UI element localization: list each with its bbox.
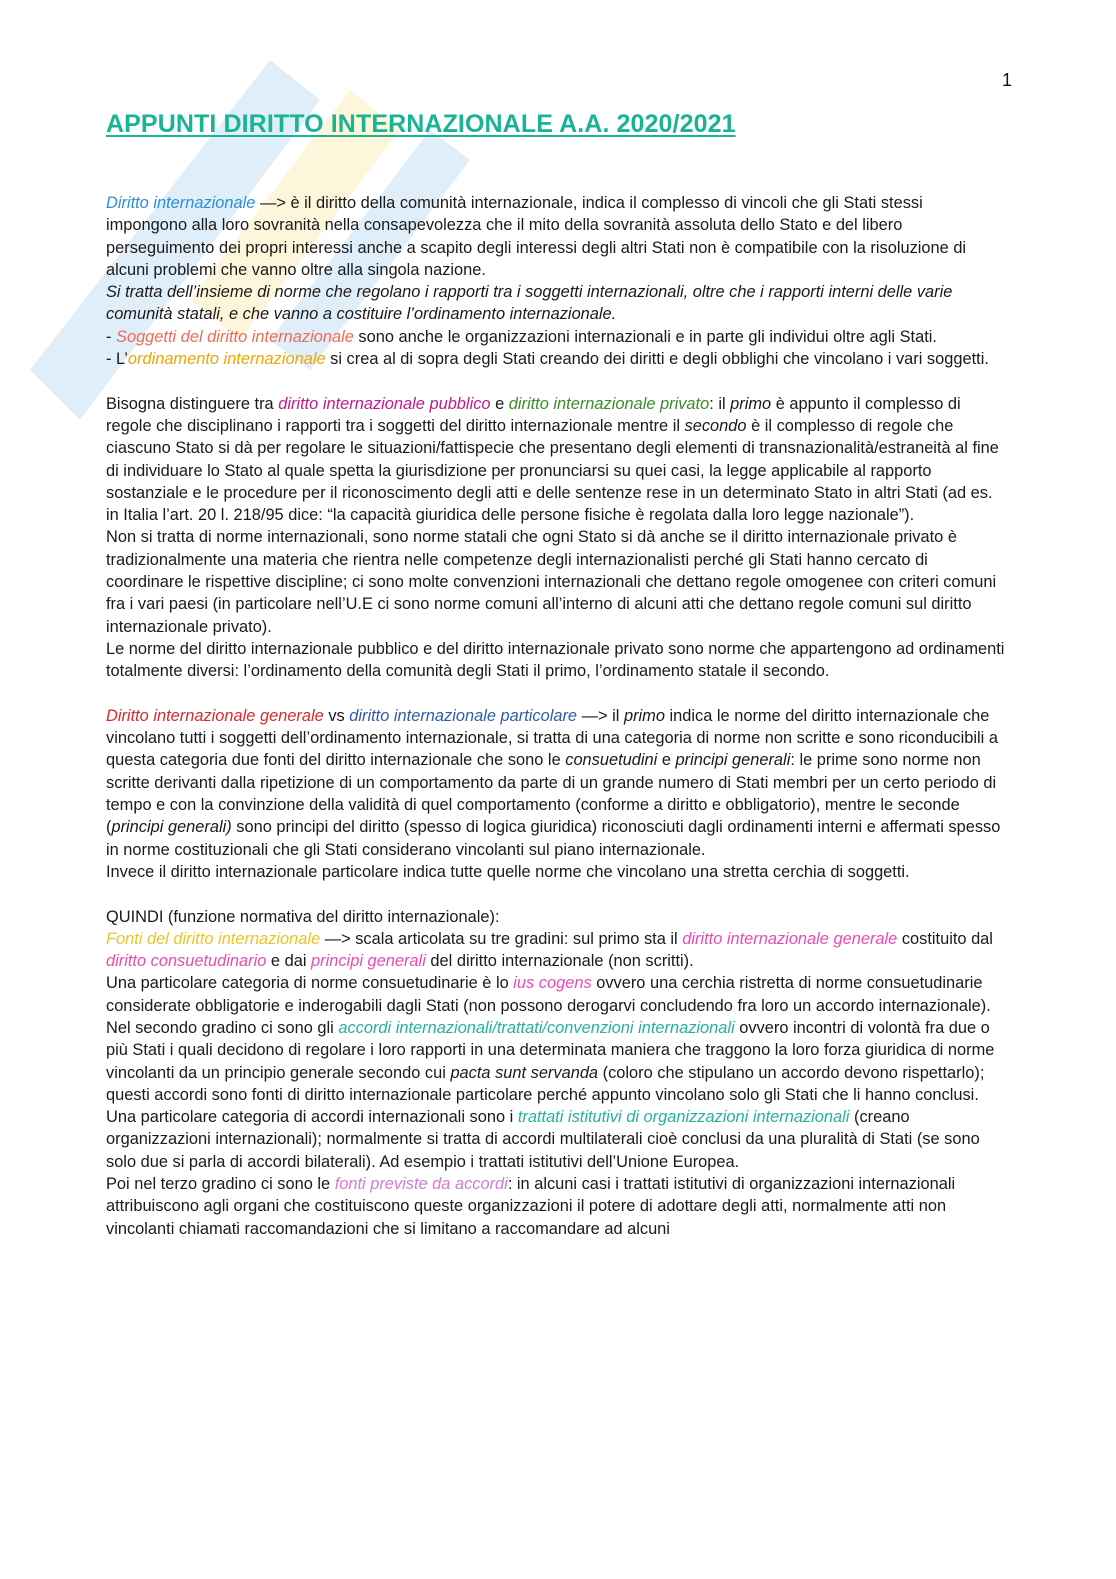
term-ius-cogens: ius cogens [513, 974, 592, 993]
paragraph-accordi: Nel secondo gradino ci sono gli accordi internazionali/trattati/convenzioni internazionali ovvero incontri di volontà fra due o più Stati i quali decidono di regolare i loro rapporti in una determinata maniera che traggono la loro forza giuridica di norme vincolanti da un principio generale secondo cui pacta sunt servanda (coloro che stipulano un accordo devono rispettarlo); questi accordi sono fonti di diritto internazionale particolare perché appunto vincolano solo gli Stati che li hanno conclusi. [106, 1018, 995, 1104]
term-accordi: accordi internazionali/trattati/convenzioni internazionali [338, 1018, 735, 1037]
term-fonti-previste: fonti previste da accordi [334, 1175, 508, 1194]
paragraph-norme-statali: Non si tratta di norme internazionali, sono norme statali che ogni Stato si dà anche se il diritto internazionale privato è tradizionalmente una materia che rientra nelle competenze degli internazionalisti perché gli Stati hanno cercato di coordinare le rispettive discipline; ci sono molte convenzioni internazionali che dettano regole omogenee con criteri comuni fra i vari paesi (in particolare nell’U.E ci sono norme comuni all’interno di alcuni atti che dettano regole comuni sul diritto internazionale privato). [106, 528, 997, 636]
paragraph-ius-cogens: Una particolare categoria di norme consuetudinarie è lo ius cogens ovvero una cerchia ristretta di norme consuetudinarie considerate obbligatorie e inderogabili dagli Stati (non possono derogarvi concludendo fra loro un accordo internazionale). [106, 974, 991, 1015]
term-generale: Diritto internazionale generale [106, 706, 324, 725]
paragraph-ordinamento: - L’ordinamento internazionale si crea al di sopra degli Stati creando dei diritti e degli obblighi che vincolano i vari soggetti. [106, 350, 989, 369]
term-particolare: diritto internazionale particolare [349, 706, 578, 725]
term-fonti: Fonti del diritto internazionale [106, 929, 321, 948]
paragraph-pubblico-privato: Bisogna distinguere tra diritto internazionale pubblico e diritto internazionale privato: il primo è appunto il complesso di regole che disciplinano i rapporti tra i soggetti del diritto internazionale mentre il secondo è il complesso di regole che ciascuno Stato si dà per regolare le situazioni/fattispecie che presentano degli elementi di transnazionalità/estraneità al fine di individuare lo Stato al quale spetta la giurisdizione per pronunciarsi su quei casi, la legge applicabile al rapporto sostanziale e le procedure per il riconoscimento degli atti e delle sentenze rese in un determinato Stato in altri Stati (ad es. in Italia l’art. 20 l. 218/95 dice: “la capacità giuridica delle persone fisiche è regolata dalla loro legge nazionale”). [106, 394, 999, 525]
term-consuetudinario: diritto consuetudinario [106, 952, 267, 971]
paragraph-diritto-internazionale: Diritto internazionale —> è il diritto della comunità internazionale, indica il complesso di vincoli che gli Stati stessi impongono alla loro sovranità nella consapevolezza che il mito della sovranità assoluta dello Stato e del libero perseguimento dei propri interessi anche a scapito degli interessi degli altri Stati non è compatibile con la risoluzione di alcuni problemi che vanno oltre alla singola nazione. [106, 194, 967, 279]
paragraph-soggetti: - Soggetti del diritto internazionale sono anche le organizzazioni internazionali e in parte gli individui oltre agli Stati. [106, 327, 937, 346]
document-body [106, 192, 1006, 1240]
paragraph-quindi: QUINDI (funzione normativa del diritto internazionale): [106, 907, 500, 926]
term-trattati: trattati istitutivi di organizzazioni internazionali [517, 1108, 850, 1127]
paragraph-fonti-previste: Poi nel terzo gradino ci sono le fonti previste da accordi: in alcuni casi i trattati istitutivi di organizzazioni internazionali attribuiscono agli organi che costituiscono queste organizzazioni il potere di adottare degli atti, normalmente atti non vincolanti chiamati raccomandazioni che si limitano a raccomandare ad alcuni [106, 1175, 956, 1238]
term-diritto-internazionale: Diritto internazionale [106, 194, 256, 212]
term-soggetti: Soggetti del diritto internazionale [116, 327, 354, 346]
term-principi-generali: principi generali [311, 952, 426, 971]
paragraph-trattati: Una particolare categoria di accordi internazionali sono i trattati istitutivi di organizzazioni internazionali (creano organizzazioni internazionali); normalmente si tratta di accordi multilaterali cioè conclusi da una pluralità di Stati (se sono solo due si parla di accordi bilaterali). Ad esempio i trattati istitutivi dell’Unione Europea. [106, 1108, 980, 1171]
term-pubblico: diritto internazionale pubblico [278, 394, 491, 413]
term-diritto-generale: diritto internazionale generale [682, 929, 898, 948]
document-title: APPUNTI DIRITTO INTERNAZIONALE A.A. 2020/2021 [106, 110, 736, 138]
paragraph-fonti: Fonti del diritto internazionale —> scala articolata su tre gradini: sul primo sta il diritto internazionale generale costituito dal diritto consuetudinario e dai principi generali del diritto internazionale (non scritti). [106, 929, 993, 971]
term-ordinamento: ordinamento internazionale [127, 350, 326, 369]
paragraph-generale-particolare: Diritto internazionale generale vs diritto internazionale particolare —> il primo indica le norme del diritto internazionale che vincolano tutti i soggetti dell’ordinamento internazionale, si tratta di una categoria di norme non scritte e sono riconducibili a questa categoria due fonti del diritto internazionale che sono le consuetudini e principi generali: le prime sono norme non scritte derivanti dalla ripetizione di un comportamento da parte di un grande numero di Stati membri per un certo periodo di tempo e con la convinzione della validità di quel comportamento (conforme a diritto e obbligatorio), mentre le seconde (principi generali) sono principi del diritto (spesso di logica giuridica) riconosciuti dagli ordinamenti interni e affermati spesso in norme costituzionali che gli Stati considerano vincolanti sul piano internazionale. [106, 706, 1001, 859]
paragraph-diritto-particolare: Invece il diritto internazionale particolare indica tutte quelle norme che vincolano una stretta cerchia di soggetti. [106, 862, 910, 881]
term-privato: diritto internazionale privato [508, 394, 710, 413]
paragraph-definizione: Si tratta dell’insieme di norme che regolano i rapporti tra i soggetti internazionali, oltre che i rapporti interni delle varie comunità statali, e che vanno a costituire l’ordinamento internazionale. [106, 283, 953, 324]
paragraph-ordinamenti-diversi: Le norme del diritto internazionale pubblico e del diritto internazionale privato sono norme che appartengono ad ordinamenti totalmente diversi: l’ordinamento della comunità degli Stati il primo, l’ordinamento statale il secondo. [106, 639, 1005, 681]
page-number: 1 [1001, 70, 1012, 90]
